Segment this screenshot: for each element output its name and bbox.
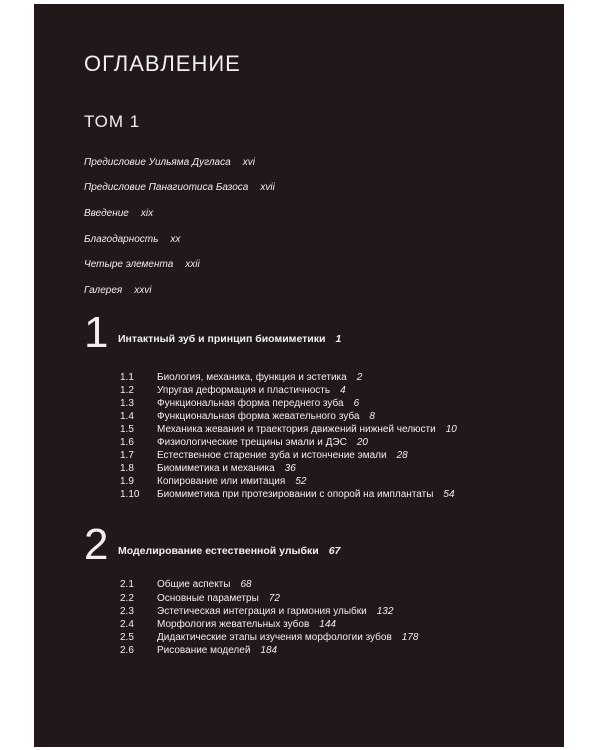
chapter-title-text: Моделирование естественной улыбки bbox=[118, 545, 319, 557]
section-item bbox=[120, 606, 393, 617]
section-number: 2.5 bbox=[120, 632, 134, 643]
section-title: Рисование моделей bbox=[157, 645, 251, 656]
section-item bbox=[120, 619, 336, 630]
front-matter-page: xix bbox=[140, 208, 154, 219]
section-page: 52 bbox=[295, 476, 307, 487]
front-matter-title: Четыре элемента bbox=[84, 259, 174, 270]
chapter-number: 2 bbox=[84, 520, 109, 569]
section-page: 68 bbox=[240, 579, 252, 590]
section-item bbox=[120, 385, 346, 396]
section-title: Морфология жевательных зубов bbox=[157, 619, 310, 630]
section-number: 2.6 bbox=[120, 645, 134, 656]
section-number: 2.1 bbox=[120, 579, 134, 590]
section-item bbox=[120, 632, 418, 643]
section-item bbox=[120, 437, 368, 448]
section-item bbox=[120, 476, 306, 487]
section-page: 72 bbox=[268, 593, 280, 604]
front-matter-title: Предисловие Панагиотиса Базоса bbox=[84, 182, 249, 193]
section-item bbox=[120, 593, 280, 604]
front-matter-item bbox=[84, 208, 153, 219]
section-item bbox=[120, 450, 408, 461]
page-title: ОГЛАВЛЕНИЕ bbox=[84, 51, 241, 76]
section-page: 54 bbox=[443, 489, 455, 500]
section-page: 10 bbox=[445, 424, 457, 435]
section-title: Функциональная форма переднего зуба bbox=[157, 398, 344, 409]
front-matter-item bbox=[84, 182, 275, 193]
chapter-title bbox=[118, 545, 340, 557]
section-number: 1.5 bbox=[120, 424, 134, 435]
section-page: 132 bbox=[376, 606, 394, 617]
section-title: Биомиметика и механика bbox=[157, 463, 275, 474]
section-item bbox=[120, 463, 296, 474]
toc-page bbox=[34, 4, 564, 747]
front-matter-page: xvi bbox=[242, 157, 255, 168]
front-matter-item bbox=[84, 259, 200, 270]
section-page: 2 bbox=[356, 372, 363, 383]
section-page: 178 bbox=[401, 632, 419, 643]
section-page: 144 bbox=[319, 619, 336, 630]
section-number: 1.7 bbox=[120, 450, 134, 461]
section-title: Физиологические трещины эмали и ДЭС bbox=[157, 437, 347, 448]
section-item bbox=[120, 579, 252, 590]
section-page: 36 bbox=[284, 463, 296, 474]
section-number: 1.1 bbox=[120, 372, 134, 383]
section-number: 1.10 bbox=[120, 489, 140, 500]
section-item bbox=[120, 645, 277, 656]
section-title: Эстетическая интеграция и гармония улыбки bbox=[157, 606, 367, 617]
section-title: Биомиметика при протезировании с опорой на имплантаты bbox=[157, 489, 434, 500]
section-title: Общие аспекты bbox=[157, 579, 231, 590]
section-item bbox=[120, 424, 457, 435]
front-matter-title: Благодарность bbox=[84, 234, 159, 245]
section-title: Основные параметры bbox=[157, 593, 259, 604]
volume-heading: ТОМ 1 bbox=[84, 112, 141, 131]
section-page: 20 bbox=[356, 437, 368, 448]
section-page: 8 bbox=[369, 411, 375, 422]
front-matter-title: Введение bbox=[84, 208, 129, 219]
section-title: Упругая деформация и пластичность bbox=[157, 385, 331, 396]
chapter-number: 1 bbox=[84, 308, 109, 357]
section-page: 6 bbox=[353, 398, 360, 409]
section-number: 1.2 bbox=[120, 385, 134, 396]
front-matter-title: Предисловие Уильяма Дугласа bbox=[84, 157, 231, 168]
section-page: 4 bbox=[340, 385, 346, 396]
section-item bbox=[120, 398, 359, 409]
front-matter-item bbox=[84, 234, 180, 245]
section-number: 1.9 bbox=[120, 476, 134, 487]
chapter-title bbox=[118, 333, 341, 345]
chapter-page: 1 bbox=[335, 333, 342, 345]
section-title: Дидактические этапы изучения морфологии зубов bbox=[157, 632, 392, 643]
section-title: Механика жевания и траектория движений нижней челюсти bbox=[157, 424, 436, 435]
chapter-title-text: Интактный зуб и принцип биомиметики bbox=[118, 333, 326, 345]
section-title: Копирование или имитация bbox=[157, 476, 286, 487]
front-matter-item bbox=[84, 285, 151, 296]
section-number: 1.8 bbox=[120, 463, 134, 474]
front-matter-page: xvii bbox=[260, 182, 275, 193]
section-title: Биология, механика, функция и эстетика bbox=[157, 372, 347, 383]
section-item bbox=[120, 372, 362, 383]
section-number: 2.4 bbox=[120, 619, 134, 630]
front-matter-page: xx bbox=[170, 234, 181, 245]
section-number: 2.2 bbox=[120, 593, 134, 604]
section-item bbox=[120, 489, 455, 500]
section-title: Естественное старение зуба и истончение эмали bbox=[157, 450, 387, 461]
front-matter-item bbox=[84, 157, 255, 168]
front-matter-page: xxii bbox=[185, 259, 200, 270]
section-number: 2.3 bbox=[120, 606, 134, 617]
section-title: Функциональная форма жевательного зуба bbox=[157, 411, 360, 422]
section-page: 28 bbox=[396, 450, 408, 461]
front-matter-title: Галерея bbox=[84, 285, 123, 296]
section-number: 1.6 bbox=[120, 437, 134, 448]
section-item bbox=[120, 411, 375, 422]
section-number: 1.3 bbox=[120, 398, 134, 409]
section-page: 184 bbox=[260, 645, 278, 656]
front-matter-page: xxvi bbox=[134, 285, 152, 296]
section-number: 1.4 bbox=[120, 411, 134, 422]
chapter-page: 67 bbox=[328, 545, 341, 557]
